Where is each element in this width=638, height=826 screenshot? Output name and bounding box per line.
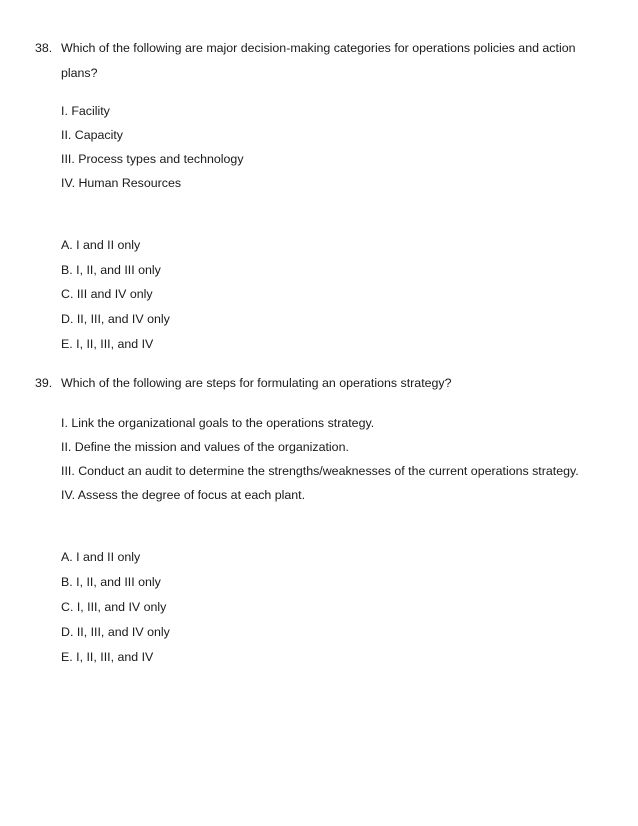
answer-option: E. I, II, III, and IV bbox=[61, 650, 154, 664]
answer-option: D. II, III, and IV only bbox=[61, 312, 170, 326]
question-number: 39. bbox=[35, 376, 53, 390]
question-stem: Which of the following are major decision-making categories for operations policies and action bbox=[61, 41, 576, 55]
statement-item: III. Process types and technology bbox=[61, 152, 244, 166]
answer-option: B. I, II, and III only bbox=[61, 575, 161, 589]
statement-item: IV. Human Resources bbox=[61, 176, 182, 190]
answer-option: C. I, III, and IV only bbox=[61, 600, 167, 614]
statement-item: I. Link the organizational goals to the operations strategy. bbox=[61, 416, 375, 430]
question-number: 38. bbox=[35, 41, 53, 55]
answer-option: A. I and II only bbox=[61, 550, 141, 564]
answer-option: B. I, II, and III only bbox=[61, 263, 161, 277]
question-stem-continued: plans? bbox=[61, 66, 98, 80]
statement-item: IV. Assess the degree of focus at each plant. bbox=[61, 488, 306, 502]
statement-item: II. Define the mission and values of the organization. bbox=[61, 440, 349, 454]
statement-item: III. Conduct an audit to determine the strengths/weaknesses of the current operations strategy. bbox=[61, 464, 579, 478]
answer-option: C. III and IV only bbox=[61, 287, 153, 301]
statement-item: II. Capacity bbox=[61, 128, 123, 142]
answer-option: D. II, III, and IV only bbox=[61, 625, 170, 639]
answer-option: E. I, II, III, and IV bbox=[61, 337, 154, 351]
question-stem: Which of the following are steps for formulating an operations strategy? bbox=[61, 376, 452, 390]
statement-item: I. Facility bbox=[61, 104, 110, 118]
answer-option: A. I and II only bbox=[61, 238, 141, 252]
